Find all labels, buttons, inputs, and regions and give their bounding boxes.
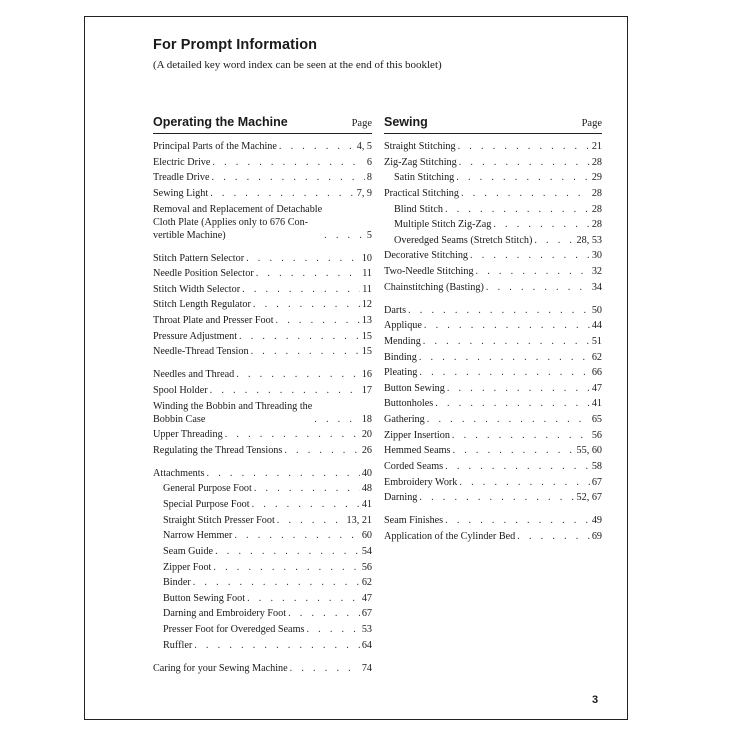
toc-entry-title: Chainstitching (Basting) [384, 281, 484, 293]
toc-entry-page: 74 [361, 662, 372, 674]
toc-entry-title: Needle-Thread Tension [153, 346, 249, 358]
dot-leader [288, 607, 360, 620]
dot-leader [424, 319, 590, 332]
toc-entry [153, 384, 372, 397]
toc-entry-title: Pleating [384, 367, 418, 379]
dot-leader [252, 498, 360, 511]
column-page-label: Page [581, 118, 602, 129]
dot-leader [534, 234, 574, 247]
toc-entry-title: Caring for your Sewing Machine [153, 662, 288, 674]
toc-entry-title: Narrow Hemmer [163, 530, 233, 542]
toc-column-sewing [384, 115, 602, 545]
toc-entry [384, 366, 602, 379]
toc-entry-page: 58 [591, 460, 602, 472]
toc-entry-page: 30 [591, 250, 602, 262]
toc-entry-title: Button Sewing [384, 382, 445, 394]
toc-entry-page: 48 [361, 483, 372, 495]
toc-entry-title: Decorative Stitching [384, 250, 469, 262]
dot-leader [458, 140, 590, 153]
dot-leader [435, 397, 590, 410]
toc-entry-page: 32 [591, 266, 602, 277]
dot-leader [242, 283, 360, 296]
toc-entry-page: 11 [362, 268, 372, 280]
column-header [153, 115, 372, 134]
dot-leader [493, 218, 589, 231]
dot-leader [324, 229, 365, 242]
toc-entry-title: Zipper Insertion [384, 429, 450, 441]
toc-entry-page: 28 [591, 156, 602, 168]
toc-entry-title: Zipper Foot [163, 561, 212, 573]
dot-leader [212, 156, 364, 169]
toc-entry [384, 351, 602, 364]
toc-entry [153, 545, 372, 558]
toc-entry [153, 561, 372, 574]
toc-entry [384, 460, 602, 473]
dot-leader [486, 281, 590, 294]
toc-entry-page: 12 [361, 299, 372, 311]
toc-entry [384, 281, 602, 294]
page-subheading: (A detailed key word index can be seen at the end of this booklet) [153, 59, 442, 71]
dot-leader [517, 530, 590, 543]
toc-entry-page: 15 [361, 330, 372, 342]
dot-leader [470, 249, 590, 262]
toc-entry-title: Upper Threading [153, 429, 223, 441]
toc-entry-title: Sewing Light [153, 187, 209, 199]
toc-entry-page: 62 [591, 351, 602, 363]
toc-entry-page: 55, 60 [576, 445, 602, 457]
dot-leader [476, 265, 590, 278]
toc-entry-page: 18 [361, 413, 372, 425]
toc-entry-title: Seam Guide [163, 545, 214, 557]
toc-entry [153, 482, 372, 495]
toc-entry-page: 11 [362, 283, 372, 295]
toc-entry [384, 234, 602, 247]
toc-entry-title: Needle Position Selector [153, 268, 254, 280]
dot-leader [225, 428, 360, 441]
toc-entry-page: 8 [366, 172, 372, 184]
toc-entry-title: Blind Stitch [394, 203, 443, 215]
dot-leader [277, 514, 345, 527]
toc-entry-title: Overedged Seams (Stretch Stitch) [394, 234, 533, 246]
toc-entry-page: 60 [361, 530, 372, 542]
dot-leader [239, 330, 360, 343]
dot-leader [459, 476, 589, 489]
toc-entry [384, 319, 602, 332]
toc-entry [384, 304, 602, 317]
toc-entry-title: Multiple Stitch Zig-Zag [394, 219, 492, 231]
dot-leader [423, 335, 590, 348]
toc-entry [384, 171, 602, 184]
dot-leader [212, 171, 365, 184]
toc-entry [384, 413, 602, 426]
toc-entry-title: Stitch Pattern Selector [153, 252, 245, 264]
toc-entry-page: 49 [591, 515, 602, 527]
toc-entry-page: 66 [591, 367, 602, 379]
dot-leader [447, 382, 590, 395]
toc-entry-page: 50 [591, 304, 602, 316]
toc-entry-title: Darts [384, 304, 407, 316]
toc-entry [153, 444, 372, 457]
dot-leader [234, 529, 360, 542]
toc-list [384, 134, 602, 543]
toc-entry-page: 52, 67 [576, 492, 602, 504]
column-title: Sewing [384, 115, 428, 129]
toc-entry [384, 218, 602, 231]
toc-entry [153, 428, 372, 441]
toc-entry-title: Throat Plate and Presser Foot [153, 315, 274, 326]
dot-leader [314, 413, 360, 426]
toc-entry-page: 13, 21 [346, 514, 372, 526]
toc-entry-page: 34 [591, 281, 602, 293]
toc-column-operating [153, 115, 372, 677]
toc-entry [384, 156, 602, 169]
toc-entry [153, 498, 372, 511]
toc-entry-page: 7, 9 [356, 187, 372, 199]
toc-entry-title: Pressure Adjustment [153, 330, 238, 342]
dot-leader [445, 514, 590, 527]
toc-entry-title: Stitch Length Regulator [153, 299, 251, 311]
toc-entry [153, 400, 372, 426]
toc-entry [153, 639, 372, 652]
toc-entry [153, 267, 372, 280]
toc-entry [153, 467, 372, 480]
dot-leader [445, 460, 590, 473]
toc-entry-title: Binder [163, 577, 191, 589]
toc-entry-title: Principal Parts of the Machine [153, 141, 277, 152]
toc-entry-title: Special Purpose Foot [163, 499, 250, 510]
dot-leader [453, 444, 575, 457]
toc-entry-page: 17 [361, 384, 372, 396]
toc-entry-page: 28 [591, 219, 602, 231]
toc-entry [153, 623, 372, 636]
toc-entry-page: 64 [361, 639, 372, 651]
dot-leader [215, 545, 360, 558]
dot-leader [459, 156, 590, 169]
toc-entry-title: Removal and Replacement of Detachable Cloth Plate (Applies only to 676 Con- vertible Machine) [153, 203, 323, 241]
dot-leader [284, 444, 359, 457]
toc-entry [384, 265, 602, 278]
toc-entry-title: Winding the Bobbin and Threading the Bobbin Case [153, 400, 313, 425]
dot-leader [456, 171, 590, 184]
dot-leader [290, 662, 360, 675]
toc-entry [153, 529, 372, 542]
toc-entry [384, 444, 602, 457]
dot-leader [461, 187, 590, 200]
toc-entry [384, 429, 602, 442]
toc-entry-page: 47 [361, 592, 372, 604]
dot-leader [210, 187, 355, 200]
toc-entry-title: Applique [384, 320, 422, 332]
toc-entry-title: Satin Stitching [394, 172, 455, 184]
toc-entry-page: 20 [361, 429, 372, 441]
toc-entry [384, 514, 602, 527]
toc-entry-title: Needles and Thread [153, 369, 235, 381]
toc-entry-title: General Purpose Foot [163, 483, 252, 495]
dot-leader [408, 304, 590, 317]
toc-entry-title: Mending [384, 335, 421, 347]
toc-entry-title: Treadle Drive [153, 172, 210, 184]
toc-entry-page: 28 [591, 187, 602, 199]
toc-entry-page: 26 [361, 444, 372, 456]
dot-leader [427, 413, 590, 426]
toc-entry [153, 187, 372, 200]
toc-entry-page: 41 [591, 398, 602, 410]
toc-entry-title: Practical Stitching [384, 187, 459, 199]
toc-entry-page: 47 [591, 382, 602, 394]
toc-entry [153, 330, 372, 343]
toc-entry-page: 29 [591, 172, 602, 184]
toc-entry [153, 283, 372, 296]
toc-entry-page: 41 [361, 499, 372, 510]
toc-entry-title: Hemmed Seams [384, 445, 451, 457]
toc-entry-page: 21 [591, 141, 602, 152]
toc-entry-page: 10 [361, 252, 372, 264]
toc-entry [153, 203, 372, 242]
dot-leader [193, 576, 360, 589]
toc-entry [153, 592, 372, 605]
toc-entry [384, 530, 602, 543]
toc-entry-page: 67 [591, 476, 602, 488]
toc-entry-title: Ruffler [163, 639, 193, 651]
toc-entry-title: Presser Foot for Overedged Seams [163, 624, 305, 635]
toc-entry [153, 514, 372, 527]
dot-leader [254, 482, 360, 495]
toc-entry-title: Regulating the Thread Tensions [153, 444, 283, 456]
toc-entry-title: Binding [384, 351, 417, 363]
toc-entry-title: Seam Finishes [384, 515, 444, 527]
toc-entry [153, 368, 372, 381]
toc-entry [153, 314, 372, 327]
toc-entry-title: Button Sewing Foot [163, 592, 246, 604]
toc-entry [153, 171, 372, 184]
dot-leader [246, 252, 360, 265]
toc-entry-page: 53 [361, 624, 372, 635]
toc-entry [153, 156, 372, 169]
toc-entry-title: Buttonholes [384, 398, 434, 410]
toc-entry-page: 51 [591, 335, 602, 347]
toc-entry-page: 5 [366, 229, 372, 241]
toc-entry [153, 576, 372, 589]
toc-entry [384, 140, 602, 153]
page-number: 3 [592, 694, 599, 706]
toc-entry-title: Darning [384, 492, 418, 504]
toc-entry-title: Gathering [384, 414, 425, 425]
toc-entry-page: 54 [361, 545, 372, 557]
toc-entry [153, 140, 372, 153]
toc-entry-title: Electric Drive [153, 156, 211, 168]
dot-leader [253, 298, 360, 311]
toc-entry [153, 298, 372, 311]
toc-entry-page: 4, 5 [356, 141, 372, 152]
page-heading: For Prompt Information [153, 37, 318, 53]
toc-entry-page: 44 [591, 320, 602, 332]
toc-entry-page: 28 [591, 203, 602, 215]
toc-entry-title: Straight Stitching [384, 141, 456, 152]
toc-entry-title: Straight Stitch Presser Foot [163, 514, 275, 526]
dot-leader [445, 203, 590, 216]
toc-entry [384, 335, 602, 348]
toc-entry-page: 69 [591, 530, 602, 542]
toc-entry [384, 187, 602, 200]
toc-entry-title: Two-Needle Stitching [384, 266, 474, 277]
toc-entry-title: Spool Holder [153, 384, 208, 396]
dot-leader [276, 314, 360, 327]
toc-entry-page: 40 [361, 467, 372, 479]
toc-entry [153, 252, 372, 265]
toc-entry [384, 382, 602, 395]
column-page-label: Page [351, 118, 372, 129]
toc-entry-page: 16 [361, 369, 372, 381]
dot-leader [207, 467, 360, 480]
toc-entry [153, 345, 372, 358]
toc-entry [384, 249, 602, 262]
dot-leader [452, 429, 590, 442]
dot-leader [194, 639, 360, 652]
toc-entry-title: Stitch Width Selector [153, 283, 241, 295]
toc-entry-title: Embroidery Work [384, 476, 458, 488]
toc-entry-page: 13 [361, 315, 372, 326]
dot-leader [419, 491, 574, 504]
toc-entry-title: Attachments [153, 467, 205, 479]
toc-entry-page: 56 [361, 561, 372, 573]
dot-leader [251, 345, 360, 358]
column-title: Operating the Machine [153, 115, 288, 129]
toc-entry [384, 491, 602, 504]
toc-entry-title: Corded Seams [384, 460, 444, 472]
toc-entry [384, 397, 602, 410]
dot-leader [419, 351, 590, 364]
toc-entry-page: 62 [361, 577, 372, 589]
toc-entry-page: 6 [366, 156, 372, 168]
dot-leader [210, 384, 360, 397]
dot-leader [247, 592, 360, 605]
toc-entry-title: Zig-Zag Stitching [384, 156, 457, 168]
toc-entry [153, 607, 372, 620]
dot-leader [306, 623, 359, 636]
dot-leader [213, 561, 359, 574]
dot-leader [236, 368, 360, 381]
toc-entry-title: Application of the Cylinder Bed [384, 530, 516, 542]
toc-entry-title: Darning and Embroidery Foot [163, 608, 287, 620]
dot-leader [256, 267, 360, 280]
toc-entry [384, 476, 602, 489]
toc-entry-page: 15 [361, 346, 372, 358]
dot-leader [419, 366, 589, 379]
toc-list [153, 134, 372, 675]
toc-entry-page: 28, 53 [576, 234, 602, 246]
toc-entry-page: 56 [591, 429, 602, 441]
toc-entry-page: 67 [361, 608, 372, 620]
column-header [384, 115, 602, 134]
toc-entry [153, 662, 372, 675]
dot-leader [279, 140, 355, 153]
toc-entry [384, 203, 602, 216]
toc-entry-page: 65 [591, 414, 602, 425]
